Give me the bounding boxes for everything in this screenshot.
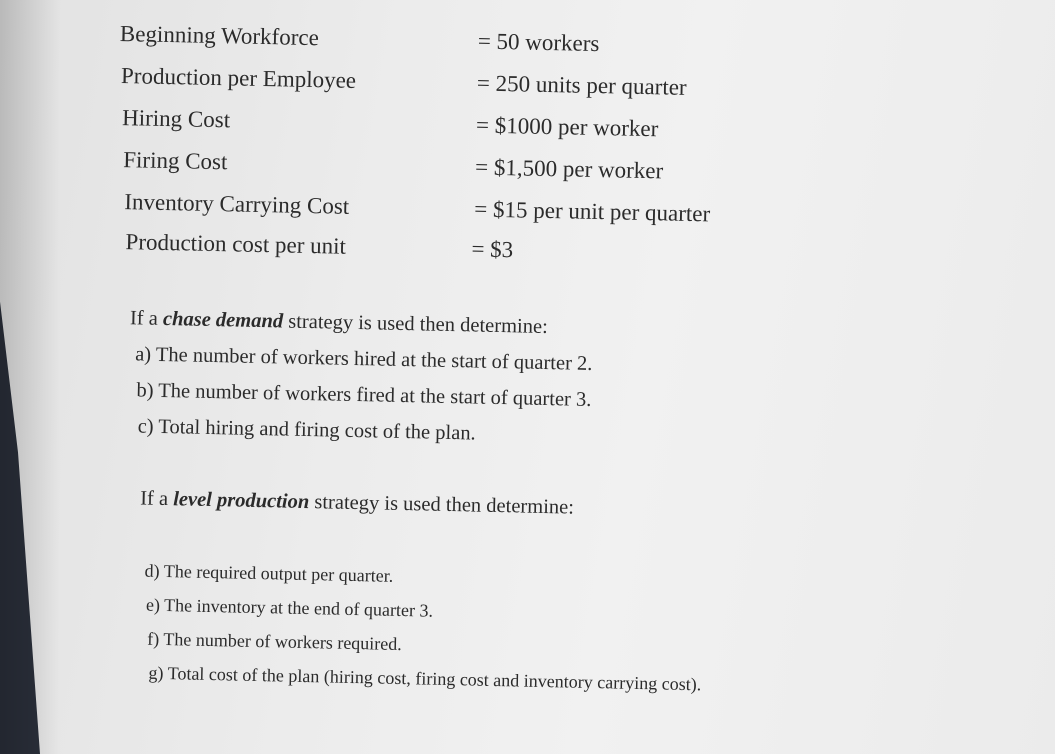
param-value: = $3	[471, 236, 514, 263]
level-emphasis: level production	[172, 488, 310, 514]
param-value: = 250 units per quarter	[476, 70, 687, 100]
question-item: a) The number of workers hired at the start of quarter 2.	[134, 343, 593, 375]
level-intro-before: If a	[139, 487, 174, 511]
param-label: Hiring Cost	[121, 105, 231, 133]
param-value: = $1,500 per worker	[474, 154, 664, 184]
param-label: Inventory Carrying Cost	[124, 189, 350, 219]
level-intro	[140, 485, 574, 522]
level-intro-after: strategy is used then determine:	[309, 491, 575, 519]
param-label: Production cost per unit	[125, 229, 347, 259]
question-item: g) Total cost of the plan (hiring cost, firing cost and inventory carrying cost).	[148, 662, 702, 695]
param-value: = $15 per unit per quarter	[474, 196, 711, 227]
param-label: Beginning Workforce	[119, 21, 320, 51]
param-label: Production per Employee	[120, 63, 357, 93]
question-item: b) The number of workers fired at the start of quarter 3.	[136, 379, 592, 411]
question-item: e) The inventory at the end of quarter 3.	[145, 594, 434, 621]
chase-emphasis: chase demand	[162, 307, 284, 333]
question-item: c) Total hiring and firing cost of the plan.	[137, 415, 476, 445]
param-value: = 50 workers	[477, 28, 600, 57]
param-value: = $1000 per worker	[475, 112, 659, 142]
chase-intro-before: If a	[129, 307, 164, 330]
chase-intro	[130, 304, 548, 341]
param-label: Firing Cost	[123, 147, 228, 175]
question-item: f) The number of workers required.	[147, 628, 402, 655]
chase-intro-after: strategy is used then determine:	[282, 310, 548, 339]
question-item: d) The required output per quarter.	[144, 560, 394, 586]
